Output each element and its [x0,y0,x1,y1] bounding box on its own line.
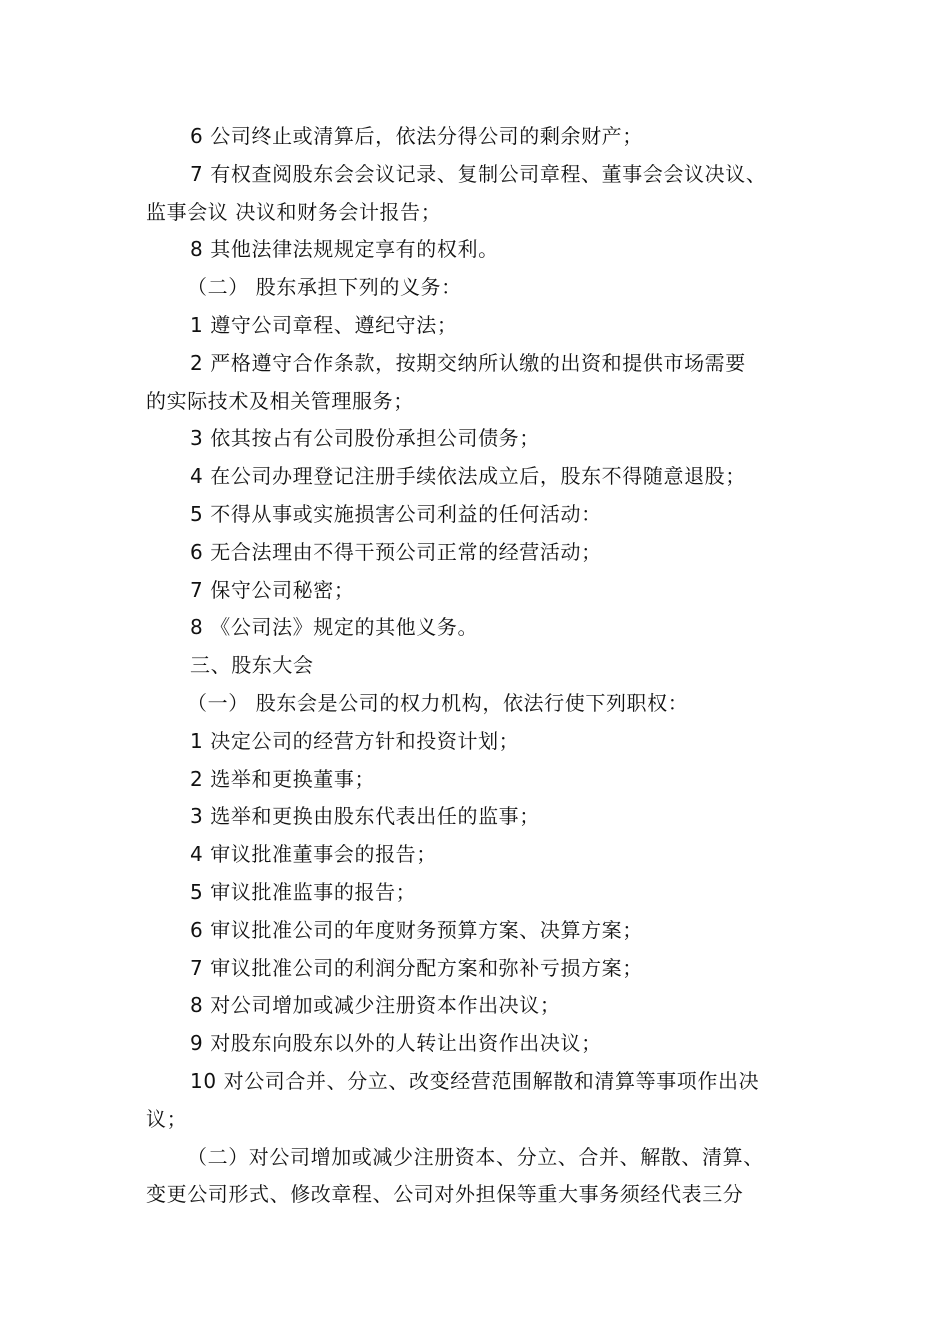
text-line: （一） 股东会是公司的权力机构，依法行使下列职权： [187,690,689,715]
text-line: 三、股东大会 [190,653,314,678]
text-line: 8 其他法律法规规定享有的权利。 [190,237,499,262]
text-line: 7 保守公司秘密； [190,577,355,602]
text-line: 5 审议批准监事的报告； [190,879,417,904]
text-line: 2 严格遵守合作条款，按期交纳所认缴的出资和提供市场需要 [190,350,746,375]
text-line: （二） 股东承担下列的义务： [187,275,462,300]
text-line: 3 选举和更换由股东代表出任的监事； [190,804,540,829]
text-line: 7 有权查阅股东会会议记录、复制公司章程、董事会会议决议、 [190,161,767,186]
text-line: 6 公司终止或清算后，依法分得公司的剩余财产； [190,124,643,148]
text-line: 8 《公司法》规定的其他义务。 [190,615,479,640]
text-line: 1 遵守公司章程、遵纪守法； [190,312,458,337]
text-line: 4 审议批准董事会的报告； [190,842,437,867]
text-line: （二）对公司增加或减少注册资本、分立、合并、解散、清算、 [187,1144,764,1169]
document-body [146,118,826,1214]
text-line: 9 对股东向股东以外的人转让出资作出决议； [190,1031,602,1056]
text-line: 7 审议批准公司的利润分配方案和弥补亏损方案； [190,955,643,980]
text-line: 监事会议 决议和财务会计报告； [146,199,442,224]
text-line: 的实际技术及相关管理服务； [146,388,414,413]
text-line: 8 对公司增加或减少注册资本作出决议； [190,993,561,1018]
text-line: 3 依其按占有公司股份承担公司债务； [190,426,540,451]
text-line: 5 不得从事或实施损害公司利益的任何活动： [190,501,602,526]
text-line: 4 在公司办理登记注册手续依法成立后，股东不得随意退股； [190,464,746,489]
text-line: 议； [146,1106,188,1131]
text-line: 1 决定公司的经营方针和投资计划； [190,728,520,753]
text-line: 2 选举和更换董事； [190,766,376,791]
text-line: 6 审议批准公司的年度财务预算方案、决算方案； [190,917,643,942]
text-line: 10 对公司合并、分立、改变经营范围解散和清算等事项作出决 [190,1068,760,1093]
text-line: 变更公司形式、修改章程、公司对外担保等重大事务须经代表三分 [146,1182,744,1207]
text-line: 6 无合法理由不得干预公司正常的经营活动； [190,539,602,564]
